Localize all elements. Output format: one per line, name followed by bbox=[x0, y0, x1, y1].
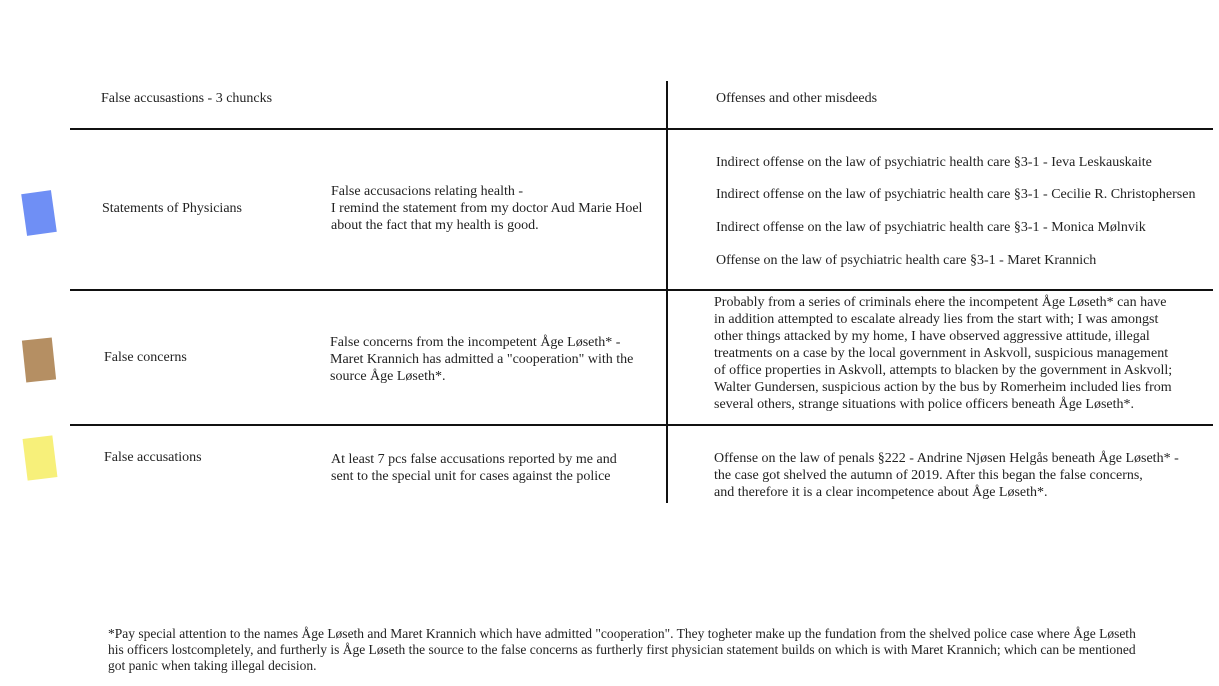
offense-item: Indirect offense on the law of psychiatric health care §3-1 - Cecilie R. Christophersen bbox=[716, 187, 1196, 202]
offense-line: Walter Gundersen, suspicious action by the bus by Romerheim included lies from bbox=[714, 380, 1172, 395]
yellow-color-swatch bbox=[23, 435, 58, 480]
offense-line: several others, strange situations with police officers beneath Åge Løseth*. bbox=[714, 397, 1135, 412]
offense-item: Indirect offense on the law of psychiatric health care §3-1 - Ieva Leskauskaite bbox=[716, 155, 1152, 170]
offense-line: the case got shelved the autumn of 2019. After this began the false concerns, bbox=[714, 468, 1143, 483]
offense-line: of office properties in Askvoll, attempts to blacken by the government in Askvoll; bbox=[714, 363, 1173, 378]
row-description bbox=[331, 183, 642, 234]
footnote bbox=[108, 626, 1136, 674]
table-header-left: False accusastions - 3 chuncks bbox=[101, 91, 273, 106]
row-label: Statements of Physicians bbox=[102, 201, 242, 216]
row-label: False concerns bbox=[104, 350, 187, 365]
description-line: source Åge Løseth*. bbox=[330, 369, 446, 384]
offense-line: Probably from a series of criminals ehere the incompetent Åge Løseth* can have bbox=[714, 295, 1167, 310]
row-description bbox=[330, 334, 633, 385]
description-line: False accusacions relating health - bbox=[331, 184, 524, 199]
description-line: Maret Krannich has admitted a "cooperation" with the bbox=[330, 352, 634, 367]
row-divider-2 bbox=[70, 424, 1213, 426]
offense-item: Offense on the law of psychiatric health care §3-1 - Maret Krannich bbox=[716, 253, 1097, 268]
footnote-line: *Pay special attention to the names Åge Løseth and Maret Krannich which have admitted "cooperation". They togheter make up the fundation from the shelved police case where Åge Løseth bbox=[108, 626, 1136, 641]
description-line: I remind the statement from my doctor Aud Marie Hoel bbox=[331, 201, 643, 216]
offense-line: in addition attempted to escalate already lies from the start with; I was amongst bbox=[714, 312, 1159, 327]
header-divider bbox=[70, 128, 1213, 130]
offense-paragraph bbox=[714, 294, 1172, 413]
description-line: sent to the special unit for cases against the police bbox=[331, 469, 611, 484]
brown-color-swatch bbox=[22, 338, 56, 383]
row-description bbox=[331, 451, 617, 485]
offense-line: Offense on the law of penals §222 - Andrine Njøsen Helgås beneath Åge Løseth* - bbox=[714, 451, 1179, 466]
offense-line: treatments on a case by the local government in Askvoll, suspicious management bbox=[714, 346, 1169, 361]
blue-color-swatch bbox=[21, 190, 57, 236]
offense-line: and therefore it is a clear incompetence about Åge Løseth*. bbox=[714, 485, 1048, 500]
row-label: False accusations bbox=[104, 450, 202, 465]
description-line: False concerns from the incompetent Åge Løseth* - bbox=[330, 335, 621, 350]
footnote-line: his officers lostcompletely, and furtherly is Åge Løseth the source to the false concerns as furtherly first physician statement builds on which is with Maret Krannich; which can be mentioned bbox=[108, 642, 1136, 657]
table-header-right: Offenses and other misdeeds bbox=[716, 91, 878, 106]
offense-paragraph bbox=[714, 450, 1179, 501]
row-divider-1 bbox=[70, 289, 1213, 291]
description-line: about the fact that my health is good. bbox=[331, 218, 539, 233]
offense-line: other things attacked by my home, I have observed aggressive attitude, illegal bbox=[714, 329, 1150, 344]
description-line: At least 7 pcs false accusations reported by me and bbox=[331, 452, 617, 467]
footnote-line: got panic when taking illegal decision. bbox=[108, 658, 317, 673]
offense-item: Indirect offense on the law of psychiatric health care §3-1 - Monica Mølnvik bbox=[716, 220, 1146, 235]
column-divider bbox=[666, 81, 668, 503]
